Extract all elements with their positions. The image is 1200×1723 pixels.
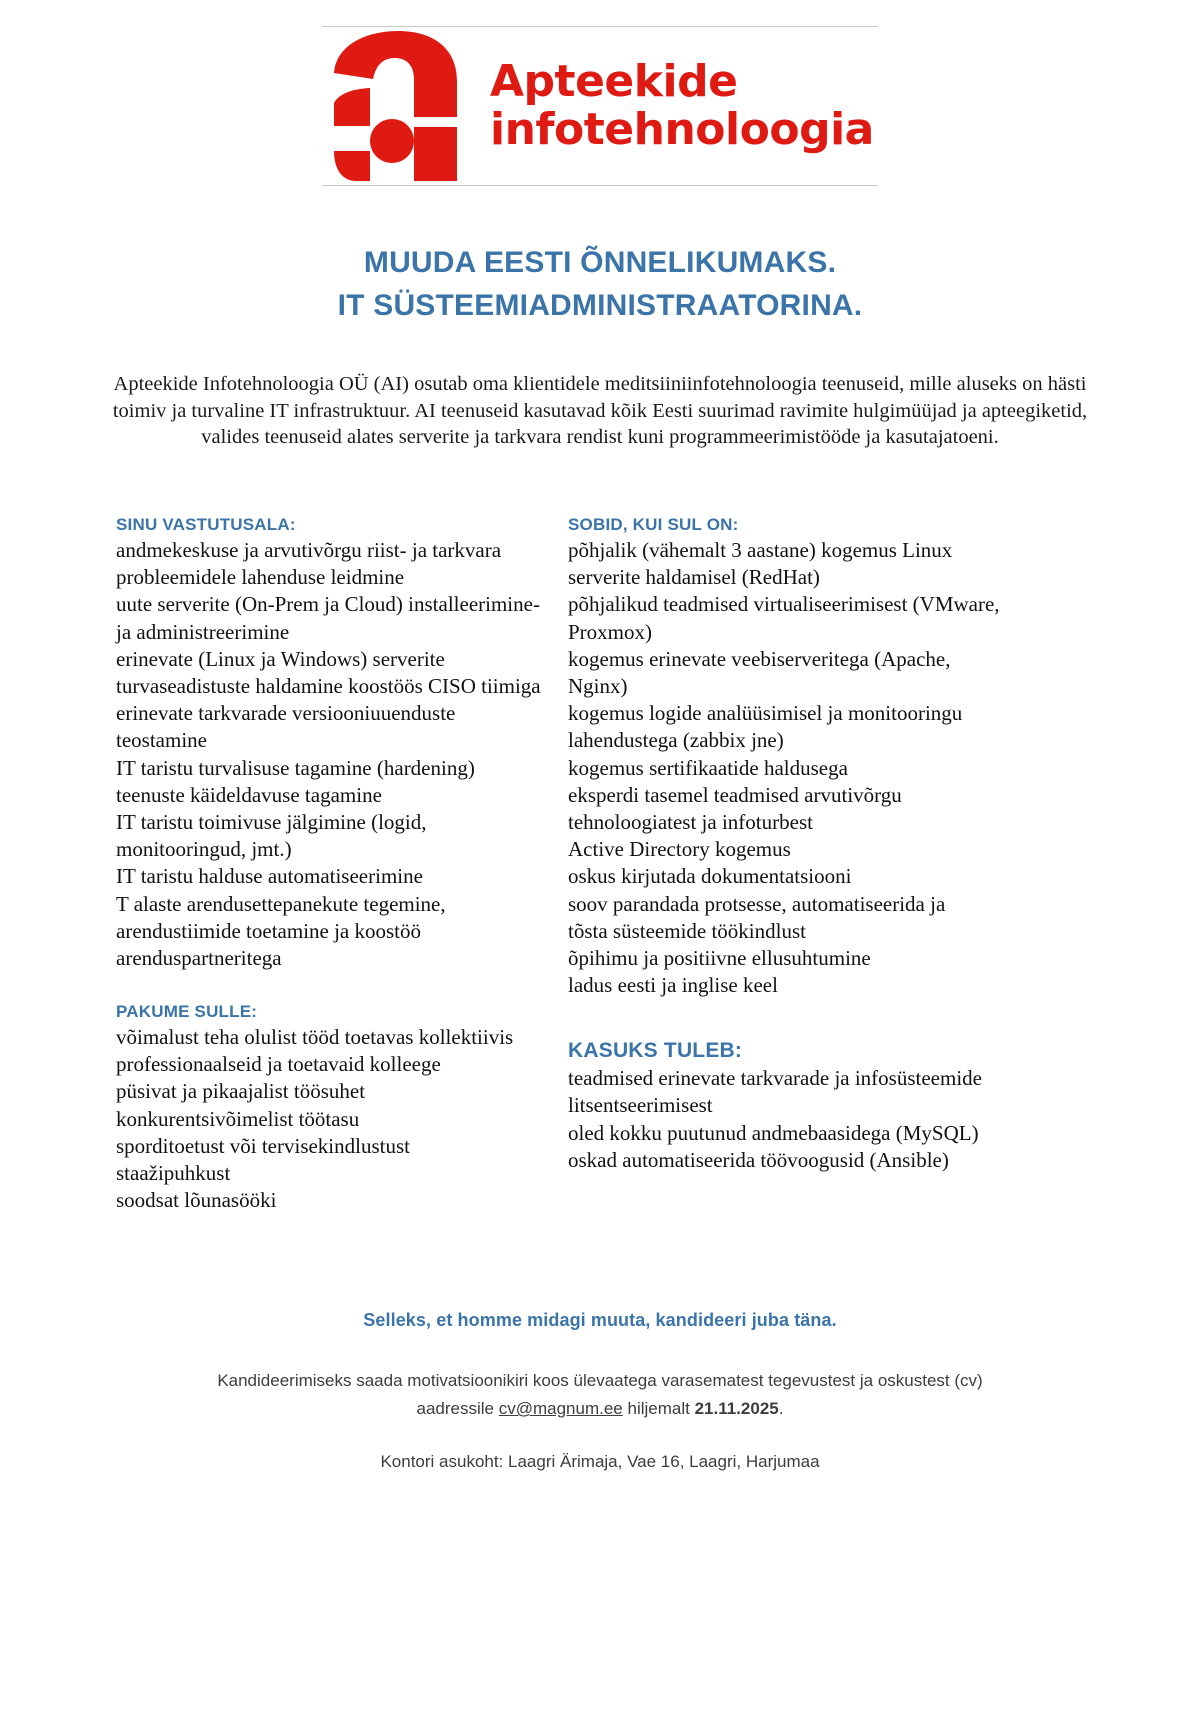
list-item: põhjalik (vähemalt 3 aastane) kogemus Linux [568,538,953,563]
page-title-line1: MUUDA EESTI ÕNNELIKUMAKS. [363,246,837,279]
company-logo [322,26,878,186]
list-item: võimalust teha olulist tööd toetavas kollektiivis [116,1025,514,1050]
list-item: probleemidele lahenduse leidmine [116,565,405,590]
list-item: arenduspartneritega [116,945,282,970]
logo-bottom-rule [322,185,878,186]
list-item: soov parandada protsesse, automatiseerida ja [568,891,946,916]
intro-paragraph: Apteekide Infotehnoloogia OÜ (AI) osutab oma klientidele meditsiiniinfotehnoloogia teenuseid, mille aluseks on hästi toimiv ja turvaline IT infrastruktuur. AI teenuseid kasutavad kõik Eesti suurimad ravimite hulgimüüjad ja apteegiketid, valides teenuseid alates serverite ja tarkvara rendist kuni programmeerimistööde ja kasutajatoeni. [112,373,1088,449]
list-item: uute serverite (On-Prem ja Cloud) installeerimine- [116,592,540,617]
list-item: oskad automatiseerida töövoogusid (Ansible) [568,1147,949,1172]
list-item: andmekeskuse ja arvutivõrgu riist- ja tarkvara [116,538,502,563]
list-item: Proxmox) [568,619,652,644]
list-item: erinevate tarkvarade versiooniuuenduste [116,701,456,726]
list-item: IT taristu turvalisuse tagamine (hardening) [116,755,475,780]
list-item: tehnoloogiatest ja infoturbest [568,809,813,834]
page-title [0,242,1200,327]
responsibilities-list [116,537,566,972]
list-item: oskus kirjutada dokumentatsiooni [568,864,852,889]
list-item: sporditoetust või tervisekindlustust [116,1133,410,1158]
advantage-list [568,1065,1023,1174]
list-item: monitooringud, jmt.) [116,837,292,862]
application-instructions [0,1367,1200,1422]
list-item: kogemus erinevate veebiserveritega (Apache, [568,646,951,671]
apply-prefix-text: aadressile [416,1398,499,1418]
list-item: serverite haldamisel (RedHat) [568,565,820,590]
logo-wordmark-line2: infotehnoloogia [490,104,874,155]
section-heading-requirements: SOBID, KUI SUL ON: [568,515,739,535]
list-item: õpihimu ja positiivne ellusuhtumine [568,945,871,970]
offer-list [116,1024,566,1214]
list-item: IT taristu halduse automatiseerimine [116,864,423,889]
list-item: teostamine [116,728,207,753]
list-item: oled kokku puutunud andmebaasidega (MySQL) [568,1120,979,1145]
list-item: konkurentsivõimelist töötasu [116,1106,360,1131]
call-to-action-tagline: Selleks, et homme midagi muuta, kandideeri juba täna. [363,1310,837,1331]
application-email-link[interactable]: cv@magnum.ee [498,1398,623,1418]
list-item: teenuste käideldavuse tagamine [116,782,382,807]
application-deadline: 21.11.2025 [694,1398,779,1418]
apply-middle-text: hiljemalt [622,1398,695,1418]
list-item: kogemus sertifikaatide haldusega [568,755,848,780]
list-item: põhjalikud teadmised virtualiseerimisest (VMware, [568,592,1000,617]
footer [0,1310,1200,1472]
logo-wordmark-line1: Apteekide [490,56,738,108]
application-instructions-line2 [0,1395,1200,1423]
list-item: lahendustega (zabbix jne) [568,728,784,753]
application-instructions-line1: Kandideerimiseks saada motivatsioonikiri koos ülevaatega varasematest tegevustest ja oskustest (cv) [217,1371,983,1391]
section-heading-responsibilities: SINU VASTUTUSALA: [116,515,296,535]
list-item: püsivat ja pikaajalist töösuhet [116,1079,366,1104]
logo-wordmark [490,58,874,153]
list-item: eksperdi tasemel teadmised arvutivõrgu [568,782,902,807]
section-heading-offer: PAKUME SULLE: [116,1002,258,1022]
list-item: staažipuhkust [116,1161,231,1186]
page-title-line2: IT SÜSTEEMIADMINISTRAATORINA. [337,288,863,322]
section-heading-advantage: KASUKS TULEB: [568,1039,743,1063]
list-item: kogemus logide analüüsimisel ja monitooringu [568,701,963,726]
list-item: turvaseadistuste haldamine koostöös CISO tiimiga [116,674,541,699]
list-item: ladus eesti ja inglise keel [568,973,778,998]
list-item: IT taristu toimivuse jälgimine (logid, [116,809,427,834]
office-location: Kontori asukoht: Laagri Ärimaja, Vae 16, Laagri, Harjumaa [380,1452,820,1472]
apteekide-a-mark-icon [326,31,466,181]
list-item: professionaalseid ja toetavaid kolleege [116,1052,441,1077]
list-item: litsentseerimisest [568,1093,713,1118]
list-item: arendustiimide toetamine ja koostöö [116,918,422,943]
list-item: Active Directory kogemus [568,837,791,862]
list-item: erinevate (Linux ja Windows) serverite [116,646,445,671]
right-column [568,515,1023,1174]
list-item: T alaste arendusettepanekute tegemine, [116,891,446,916]
apply-suffix-text: . [778,1398,784,1418]
content-columns [0,515,1200,1214]
left-column [116,515,566,1214]
list-item: Nginx) [568,674,628,699]
list-item: ja administreerimine [116,619,290,644]
list-item: tõsta süsteemide töökindlust [568,918,806,943]
list-item: teadmised erinevate tarkvarade ja infosüsteemide [568,1066,982,1091]
list-item: soodsat lõunasööki [116,1188,277,1213]
requirements-list [568,537,1023,999]
